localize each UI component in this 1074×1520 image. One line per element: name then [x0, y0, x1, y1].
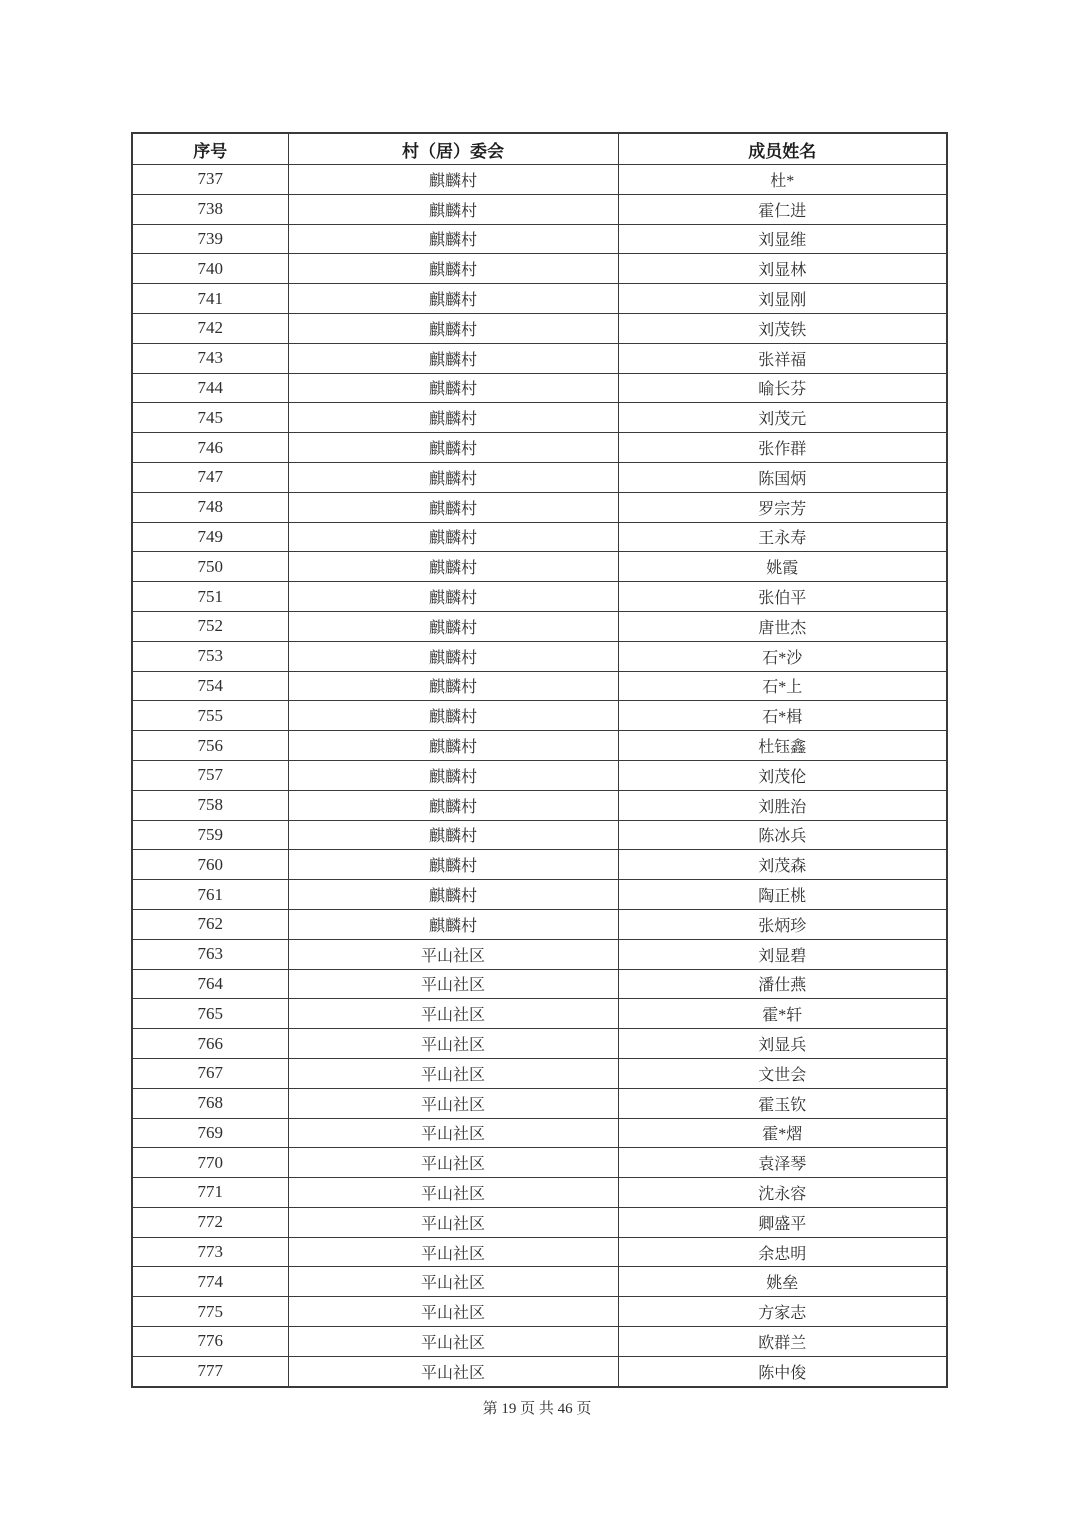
member-name-cell: 文世会: [618, 1058, 947, 1088]
member-name-cell: 张祥福: [618, 343, 947, 373]
row-number-cell: 751: [132, 582, 288, 612]
committee-cell: 麒麟村: [288, 462, 618, 492]
committee-cell: 麒麟村: [288, 701, 618, 731]
table-row: [132, 701, 947, 731]
member-name-cell: 霍仁进: [618, 194, 947, 224]
committee-cell: 平山社区: [288, 939, 618, 969]
committee-cell: 平山社区: [288, 1237, 618, 1267]
row-number-cell: 762: [132, 909, 288, 939]
committee-cell: 麒麟村: [288, 671, 618, 701]
table-row: [132, 582, 947, 612]
row-number-cell: 756: [132, 731, 288, 761]
row-number-cell: 773: [132, 1237, 288, 1267]
header-serial-number: 序号: [132, 133, 288, 165]
committee-cell: 麒麟村: [288, 194, 618, 224]
row-number-cell: 740: [132, 254, 288, 284]
member-name-cell: 卿盛平: [618, 1207, 947, 1237]
member-name-cell: 陶正桃: [618, 880, 947, 910]
committee-cell: 麒麟村: [288, 433, 618, 463]
table-row: [132, 820, 947, 850]
table-row: [132, 939, 947, 969]
row-number-cell: 737: [132, 165, 288, 195]
member-name-cell: 刘茂元: [618, 403, 947, 433]
row-number-cell: 757: [132, 760, 288, 790]
row-number-cell: 771: [132, 1178, 288, 1208]
table-row: [132, 224, 947, 254]
member-name-cell: 袁泽琴: [618, 1148, 947, 1178]
member-name-cell: 王永寿: [618, 522, 947, 552]
row-number-cell: 767: [132, 1058, 288, 1088]
committee-cell: 平山社区: [288, 1356, 618, 1386]
committee-cell: 麒麟村: [288, 552, 618, 582]
committee-cell: 麒麟村: [288, 522, 618, 552]
table-row: [132, 1207, 947, 1237]
row-number-cell: 775: [132, 1297, 288, 1327]
table-row: [132, 284, 947, 314]
committee-cell: 麒麟村: [288, 492, 618, 522]
row-number-cell: 738: [132, 194, 288, 224]
committee-cell: 麒麟村: [288, 850, 618, 880]
table-row: [132, 671, 947, 701]
table-row: [132, 760, 947, 790]
page-footer: [0, 1397, 1074, 1418]
row-number-cell: 746: [132, 433, 288, 463]
member-name-cell: 石*上: [618, 671, 947, 701]
table-body: [132, 165, 947, 1387]
member-name-cell: 石*沙: [618, 641, 947, 671]
row-number-cell: 745: [132, 403, 288, 433]
committee-cell: 麒麟村: [288, 313, 618, 343]
committee-cell: 麒麟村: [288, 343, 618, 373]
table-row: [132, 1178, 947, 1208]
committee-cell: 麒麟村: [288, 373, 618, 403]
table-row: [132, 880, 947, 910]
table-row: [132, 1267, 947, 1297]
member-name-cell: 姚垒: [618, 1267, 947, 1297]
header-village-committee: 村（居）委会: [288, 133, 618, 165]
row-number-cell: 752: [132, 611, 288, 641]
committee-cell: 麒麟村: [288, 611, 618, 641]
committee-cell: 平山社区: [288, 1029, 618, 1059]
member-name-cell: 张伯平: [618, 582, 947, 612]
table-header-row: [132, 133, 947, 165]
member-name-cell: 刘显维: [618, 224, 947, 254]
row-number-cell: 768: [132, 1088, 288, 1118]
member-name-cell: 姚霞: [618, 552, 947, 582]
member-name-cell: 张作群: [618, 433, 947, 463]
committee-cell: 麒麟村: [288, 403, 618, 433]
row-number-cell: 770: [132, 1148, 288, 1178]
member-name-cell: 潘仕燕: [618, 969, 947, 999]
row-number-cell: 742: [132, 313, 288, 343]
member-name-cell: 张炳珍: [618, 909, 947, 939]
committee-cell: 平山社区: [288, 969, 618, 999]
member-name-cell: 霍玉钦: [618, 1088, 947, 1118]
table-row: [132, 522, 947, 552]
committee-cell: 平山社区: [288, 1118, 618, 1148]
table-row: [132, 194, 947, 224]
member-name-cell: 方家志: [618, 1297, 947, 1327]
row-number-cell: 765: [132, 999, 288, 1029]
table-row: [132, 165, 947, 195]
committee-cell: 麒麟村: [288, 820, 618, 850]
table-row: [132, 1118, 947, 1148]
committee-cell: 平山社区: [288, 1148, 618, 1178]
table-row: [132, 254, 947, 284]
row-number-cell: 755: [132, 701, 288, 731]
roster-table: [131, 132, 948, 1388]
table-row: [132, 1356, 947, 1386]
committee-cell: 麒麟村: [288, 760, 618, 790]
member-name-cell: 刘显林: [618, 254, 947, 284]
committee-cell: 麒麟村: [288, 880, 618, 910]
committee-cell: 平山社区: [288, 1088, 618, 1118]
table-row: [132, 403, 947, 433]
table-row: [132, 611, 947, 641]
table-row: [132, 313, 947, 343]
committee-cell: 平山社区: [288, 999, 618, 1029]
committee-cell: 麒麟村: [288, 165, 618, 195]
member-name-cell: 刘茂森: [618, 850, 947, 880]
row-number-cell: 758: [132, 790, 288, 820]
table-row: [132, 1088, 947, 1118]
table-row: [132, 1327, 947, 1357]
committee-cell: 平山社区: [288, 1297, 618, 1327]
table-row: [132, 343, 947, 373]
member-name-cell: 刘胜治: [618, 790, 947, 820]
row-number-cell: 748: [132, 492, 288, 522]
row-number-cell: 774: [132, 1267, 288, 1297]
row-number-cell: 759: [132, 820, 288, 850]
member-name-cell: 刘显兵: [618, 1029, 947, 1059]
table-row: [132, 641, 947, 671]
row-number-cell: 776: [132, 1327, 288, 1357]
member-name-cell: 刘茂铁: [618, 313, 947, 343]
row-number-cell: 761: [132, 880, 288, 910]
row-number-cell: 741: [132, 284, 288, 314]
member-name-cell: 石*楫: [618, 701, 947, 731]
row-number-cell: 760: [132, 850, 288, 880]
member-name-cell: 欧群兰: [618, 1327, 947, 1357]
member-name-cell: 刘茂伦: [618, 760, 947, 790]
table-row: [132, 1058, 947, 1088]
committee-cell: 平山社区: [288, 1327, 618, 1357]
row-number-cell: 754: [132, 671, 288, 701]
member-name-cell: 罗宗芳: [618, 492, 947, 522]
member-name-cell: 杜钰鑫: [618, 731, 947, 761]
table-row: [132, 462, 947, 492]
member-name-cell: 余忠明: [618, 1237, 947, 1267]
row-number-cell: 764: [132, 969, 288, 999]
member-name-cell: 喻长芬: [618, 373, 947, 403]
table-row: [132, 731, 947, 761]
committee-cell: 平山社区: [288, 1058, 618, 1088]
committee-cell: 麒麟村: [288, 254, 618, 284]
member-name-cell: 霍*熠: [618, 1118, 947, 1148]
row-number-cell: 777: [132, 1356, 288, 1386]
committee-cell: 麒麟村: [288, 790, 618, 820]
table-row: [132, 552, 947, 582]
committee-cell: 麒麟村: [288, 909, 618, 939]
table-row: [132, 999, 947, 1029]
table-row: [132, 1237, 947, 1267]
row-number-cell: 766: [132, 1029, 288, 1059]
table-row: [132, 1029, 947, 1059]
row-number-cell: 769: [132, 1118, 288, 1148]
table-row: [132, 492, 947, 522]
table-row: [132, 850, 947, 880]
table-row: [132, 1148, 947, 1178]
row-number-cell: 747: [132, 462, 288, 492]
row-number-cell: 753: [132, 641, 288, 671]
row-number-cell: 739: [132, 224, 288, 254]
row-number-cell: 743: [132, 343, 288, 373]
committee-cell: 麒麟村: [288, 224, 618, 254]
row-number-cell: 744: [132, 373, 288, 403]
committee-cell: 平山社区: [288, 1207, 618, 1237]
committee-cell: 麒麟村: [288, 731, 618, 761]
member-name-cell: 唐世杰: [618, 611, 947, 641]
row-number-cell: 772: [132, 1207, 288, 1237]
member-name-cell: 陈冰兵: [618, 820, 947, 850]
member-name-cell: 杜*: [618, 165, 947, 195]
row-number-cell: 750: [132, 552, 288, 582]
row-number-cell: 763: [132, 939, 288, 969]
table-row: [132, 969, 947, 999]
committee-cell: 麒麟村: [288, 641, 618, 671]
table-row: [132, 373, 947, 403]
table-row: [132, 1297, 947, 1327]
table-row: [132, 433, 947, 463]
member-name-cell: 陈中俊: [618, 1356, 947, 1386]
member-name-cell: 陈国炳: [618, 462, 947, 492]
committee-cell: 平山社区: [288, 1178, 618, 1208]
table-row: [132, 790, 947, 820]
table-row: [132, 909, 947, 939]
page-number-text: 第 19 页 共 46 页: [482, 1401, 592, 1417]
committee-cell: 麒麟村: [288, 284, 618, 314]
row-number-cell: 749: [132, 522, 288, 552]
member-name-cell: 沈永容: [618, 1178, 947, 1208]
member-name-cell: 刘显刚: [618, 284, 947, 314]
committee-cell: 平山社区: [288, 1267, 618, 1297]
committee-cell: 麒麟村: [288, 582, 618, 612]
member-name-cell: 刘显碧: [618, 939, 947, 969]
member-name-cell: 霍*轩: [618, 999, 947, 1029]
header-member-name: 成员姓名: [618, 133, 947, 165]
